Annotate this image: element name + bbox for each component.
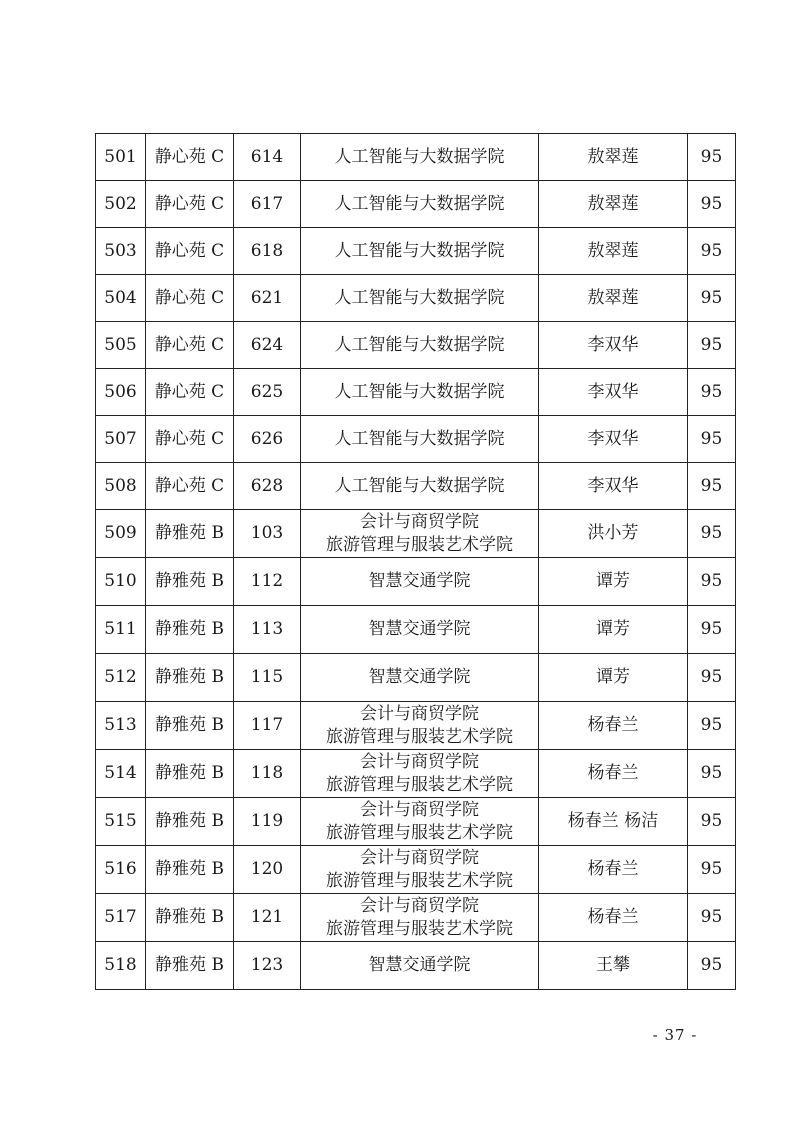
table-row — [96, 942, 736, 990]
table-row — [96, 181, 736, 228]
table-row — [96, 463, 736, 510]
score-cell: 95 — [688, 798, 736, 846]
college-cell — [301, 654, 539, 702]
college-name: 会计与商贸学院 — [360, 847, 479, 868]
score-cell: 95 — [688, 654, 736, 702]
table-row — [96, 846, 736, 894]
row-number-cell: 505 — [96, 322, 146, 369]
building-cell: 静雅苑 B — [146, 702, 234, 750]
college-name: 人工智能与大数据学院 — [334, 287, 505, 308]
building-cell: 静心苑 C — [146, 369, 234, 416]
room-cell: 115 — [234, 654, 301, 702]
score-cell: 95 — [688, 702, 736, 750]
score-cell: 95 — [688, 369, 736, 416]
manager-cell: 李双华 — [539, 369, 688, 416]
table-row — [96, 798, 736, 846]
manager-cell: 杨春兰 — [539, 894, 688, 942]
room-cell: 617 — [234, 181, 301, 228]
dormitory-score-table — [95, 133, 736, 990]
row-number-cell: 514 — [96, 750, 146, 798]
college-cell — [301, 416, 539, 463]
score-cell: 95 — [688, 942, 736, 990]
room-cell: 112 — [234, 558, 301, 606]
college-cell — [301, 750, 539, 798]
building-cell: 静雅苑 B — [146, 510, 234, 558]
score-cell: 95 — [688, 606, 736, 654]
score-cell: 95 — [688, 558, 736, 606]
college-name: 智慧交通学院 — [368, 619, 471, 639]
score-cell: 95 — [688, 228, 736, 275]
college-cell — [301, 134, 539, 181]
manager-cell: 李双华 — [539, 416, 688, 463]
building-cell: 静心苑 C — [146, 275, 234, 322]
score-cell: 95 — [688, 181, 736, 228]
score-cell: 95 — [688, 463, 736, 510]
table-row — [96, 606, 736, 654]
score-cell: 95 — [688, 275, 736, 322]
college-name: 会计与商贸学院 — [360, 703, 479, 724]
manager-cell: 洪小芳 — [539, 510, 688, 558]
manager-cell: 谭芳 — [539, 654, 688, 702]
room-cell: 626 — [234, 416, 301, 463]
college-name: 智慧交通学院 — [368, 571, 471, 591]
manager-cell: 杨春兰 杨洁 — [539, 798, 688, 846]
college-name: 人工智能与大数据学院 — [334, 334, 505, 355]
college-cell — [301, 510, 539, 558]
manager-cell: 敖翠莲 — [539, 275, 688, 322]
table-row — [96, 558, 736, 606]
room-cell: 621 — [234, 275, 301, 322]
room-cell: 117 — [234, 702, 301, 750]
room-cell: 103 — [234, 510, 301, 558]
college-name: 智慧交通学院 — [368, 667, 471, 687]
score-cell: 95 — [688, 846, 736, 894]
room-cell: 119 — [234, 798, 301, 846]
college-name: 会计与商贸学院 — [360, 799, 479, 820]
manager-cell: 敖翠莲 — [539, 181, 688, 228]
room-cell: 625 — [234, 369, 301, 416]
manager-cell: 王攀 — [539, 942, 688, 990]
building-cell: 静心苑 C — [146, 463, 234, 510]
table-row — [96, 134, 736, 181]
college-name: 旅游管理与服装艺术学院 — [326, 726, 513, 747]
room-cell: 618 — [234, 228, 301, 275]
college-name: 旅游管理与服装艺术学院 — [326, 822, 513, 843]
building-cell: 静雅苑 B — [146, 942, 234, 990]
row-number-cell: 512 — [96, 654, 146, 702]
room-cell: 123 — [234, 942, 301, 990]
building-cell: 静心苑 C — [146, 322, 234, 369]
row-number-cell: 507 — [96, 416, 146, 463]
building-cell: 静雅苑 B — [146, 894, 234, 942]
row-number-cell: 503 — [96, 228, 146, 275]
building-cell: 静雅苑 B — [146, 798, 234, 846]
page-number: - 37 - — [652, 1026, 698, 1044]
score-cell: 95 — [688, 510, 736, 558]
row-number-cell: 504 — [96, 275, 146, 322]
college-cell — [301, 702, 539, 750]
manager-cell: 杨春兰 — [539, 846, 688, 894]
row-number-cell: 515 — [96, 798, 146, 846]
manager-cell: 杨春兰 — [539, 750, 688, 798]
manager-cell: 谭芳 — [539, 558, 688, 606]
room-cell: 121 — [234, 894, 301, 942]
building-cell: 静雅苑 B — [146, 750, 234, 798]
room-cell: 113 — [234, 606, 301, 654]
row-number-cell: 516 — [96, 846, 146, 894]
table-body — [96, 134, 736, 990]
row-number-cell: 510 — [96, 558, 146, 606]
building-cell: 静心苑 C — [146, 181, 234, 228]
row-number-cell: 509 — [96, 510, 146, 558]
manager-cell: 李双华 — [539, 322, 688, 369]
college-cell — [301, 181, 539, 228]
college-name: 人工智能与大数据学院 — [334, 428, 505, 449]
table-row — [96, 228, 736, 275]
score-cell: 95 — [688, 322, 736, 369]
college-cell — [301, 322, 539, 369]
table-row — [96, 416, 736, 463]
college-name: 人工智能与大数据学院 — [334, 146, 505, 167]
row-number-cell: 518 — [96, 942, 146, 990]
row-number-cell: 502 — [96, 181, 146, 228]
college-name: 会计与商贸学院 — [360, 751, 479, 772]
table-row — [96, 369, 736, 416]
college-cell — [301, 275, 539, 322]
table-row — [96, 750, 736, 798]
row-number-cell: 517 — [96, 894, 146, 942]
table-row — [96, 894, 736, 942]
room-cell: 628 — [234, 463, 301, 510]
manager-cell: 敖翠莲 — [539, 228, 688, 275]
college-name: 人工智能与大数据学院 — [334, 193, 505, 214]
building-cell: 静雅苑 B — [146, 654, 234, 702]
table-row — [96, 275, 736, 322]
college-name: 旅游管理与服装艺术学院 — [326, 918, 513, 939]
college-cell — [301, 606, 539, 654]
college-cell — [301, 894, 539, 942]
college-name: 会计与商贸学院 — [360, 895, 479, 916]
college-name: 旅游管理与服装艺术学院 — [326, 534, 513, 555]
building-cell: 静雅苑 B — [146, 846, 234, 894]
row-number-cell: 513 — [96, 702, 146, 750]
row-number-cell: 511 — [96, 606, 146, 654]
college-name: 旅游管理与服装艺术学院 — [326, 774, 513, 795]
college-cell — [301, 846, 539, 894]
room-cell: 118 — [234, 750, 301, 798]
table-row — [96, 654, 736, 702]
college-name: 人工智能与大数据学院 — [334, 240, 505, 261]
college-cell — [301, 228, 539, 275]
college-cell — [301, 463, 539, 510]
college-name: 人工智能与大数据学院 — [334, 381, 505, 402]
college-name: 会计与商贸学院 — [360, 511, 479, 532]
college-name: 人工智能与大数据学院 — [334, 475, 505, 496]
table-row — [96, 322, 736, 369]
college-cell — [301, 369, 539, 416]
score-cell: 95 — [688, 134, 736, 181]
room-cell: 120 — [234, 846, 301, 894]
college-name: 旅游管理与服装艺术学院 — [326, 870, 513, 891]
score-cell: 95 — [688, 416, 736, 463]
room-cell: 624 — [234, 322, 301, 369]
manager-cell: 杨春兰 — [539, 702, 688, 750]
building-cell: 静雅苑 B — [146, 606, 234, 654]
table-row — [96, 510, 736, 558]
row-number-cell: 508 — [96, 463, 146, 510]
building-cell: 静心苑 C — [146, 228, 234, 275]
building-cell: 静心苑 C — [146, 134, 234, 181]
row-number-cell: 506 — [96, 369, 146, 416]
manager-cell: 谭芳 — [539, 606, 688, 654]
score-cell: 95 — [688, 894, 736, 942]
table-row — [96, 702, 736, 750]
score-cell: 95 — [688, 750, 736, 798]
manager-cell: 敖翠莲 — [539, 134, 688, 181]
building-cell: 静雅苑 B — [146, 558, 234, 606]
college-name: 智慧交通学院 — [368, 955, 471, 975]
college-cell — [301, 942, 539, 990]
building-cell: 静心苑 C — [146, 416, 234, 463]
manager-cell: 李双华 — [539, 463, 688, 510]
row-number-cell: 501 — [96, 134, 146, 181]
college-cell — [301, 558, 539, 606]
college-cell — [301, 798, 539, 846]
room-cell: 614 — [234, 134, 301, 181]
